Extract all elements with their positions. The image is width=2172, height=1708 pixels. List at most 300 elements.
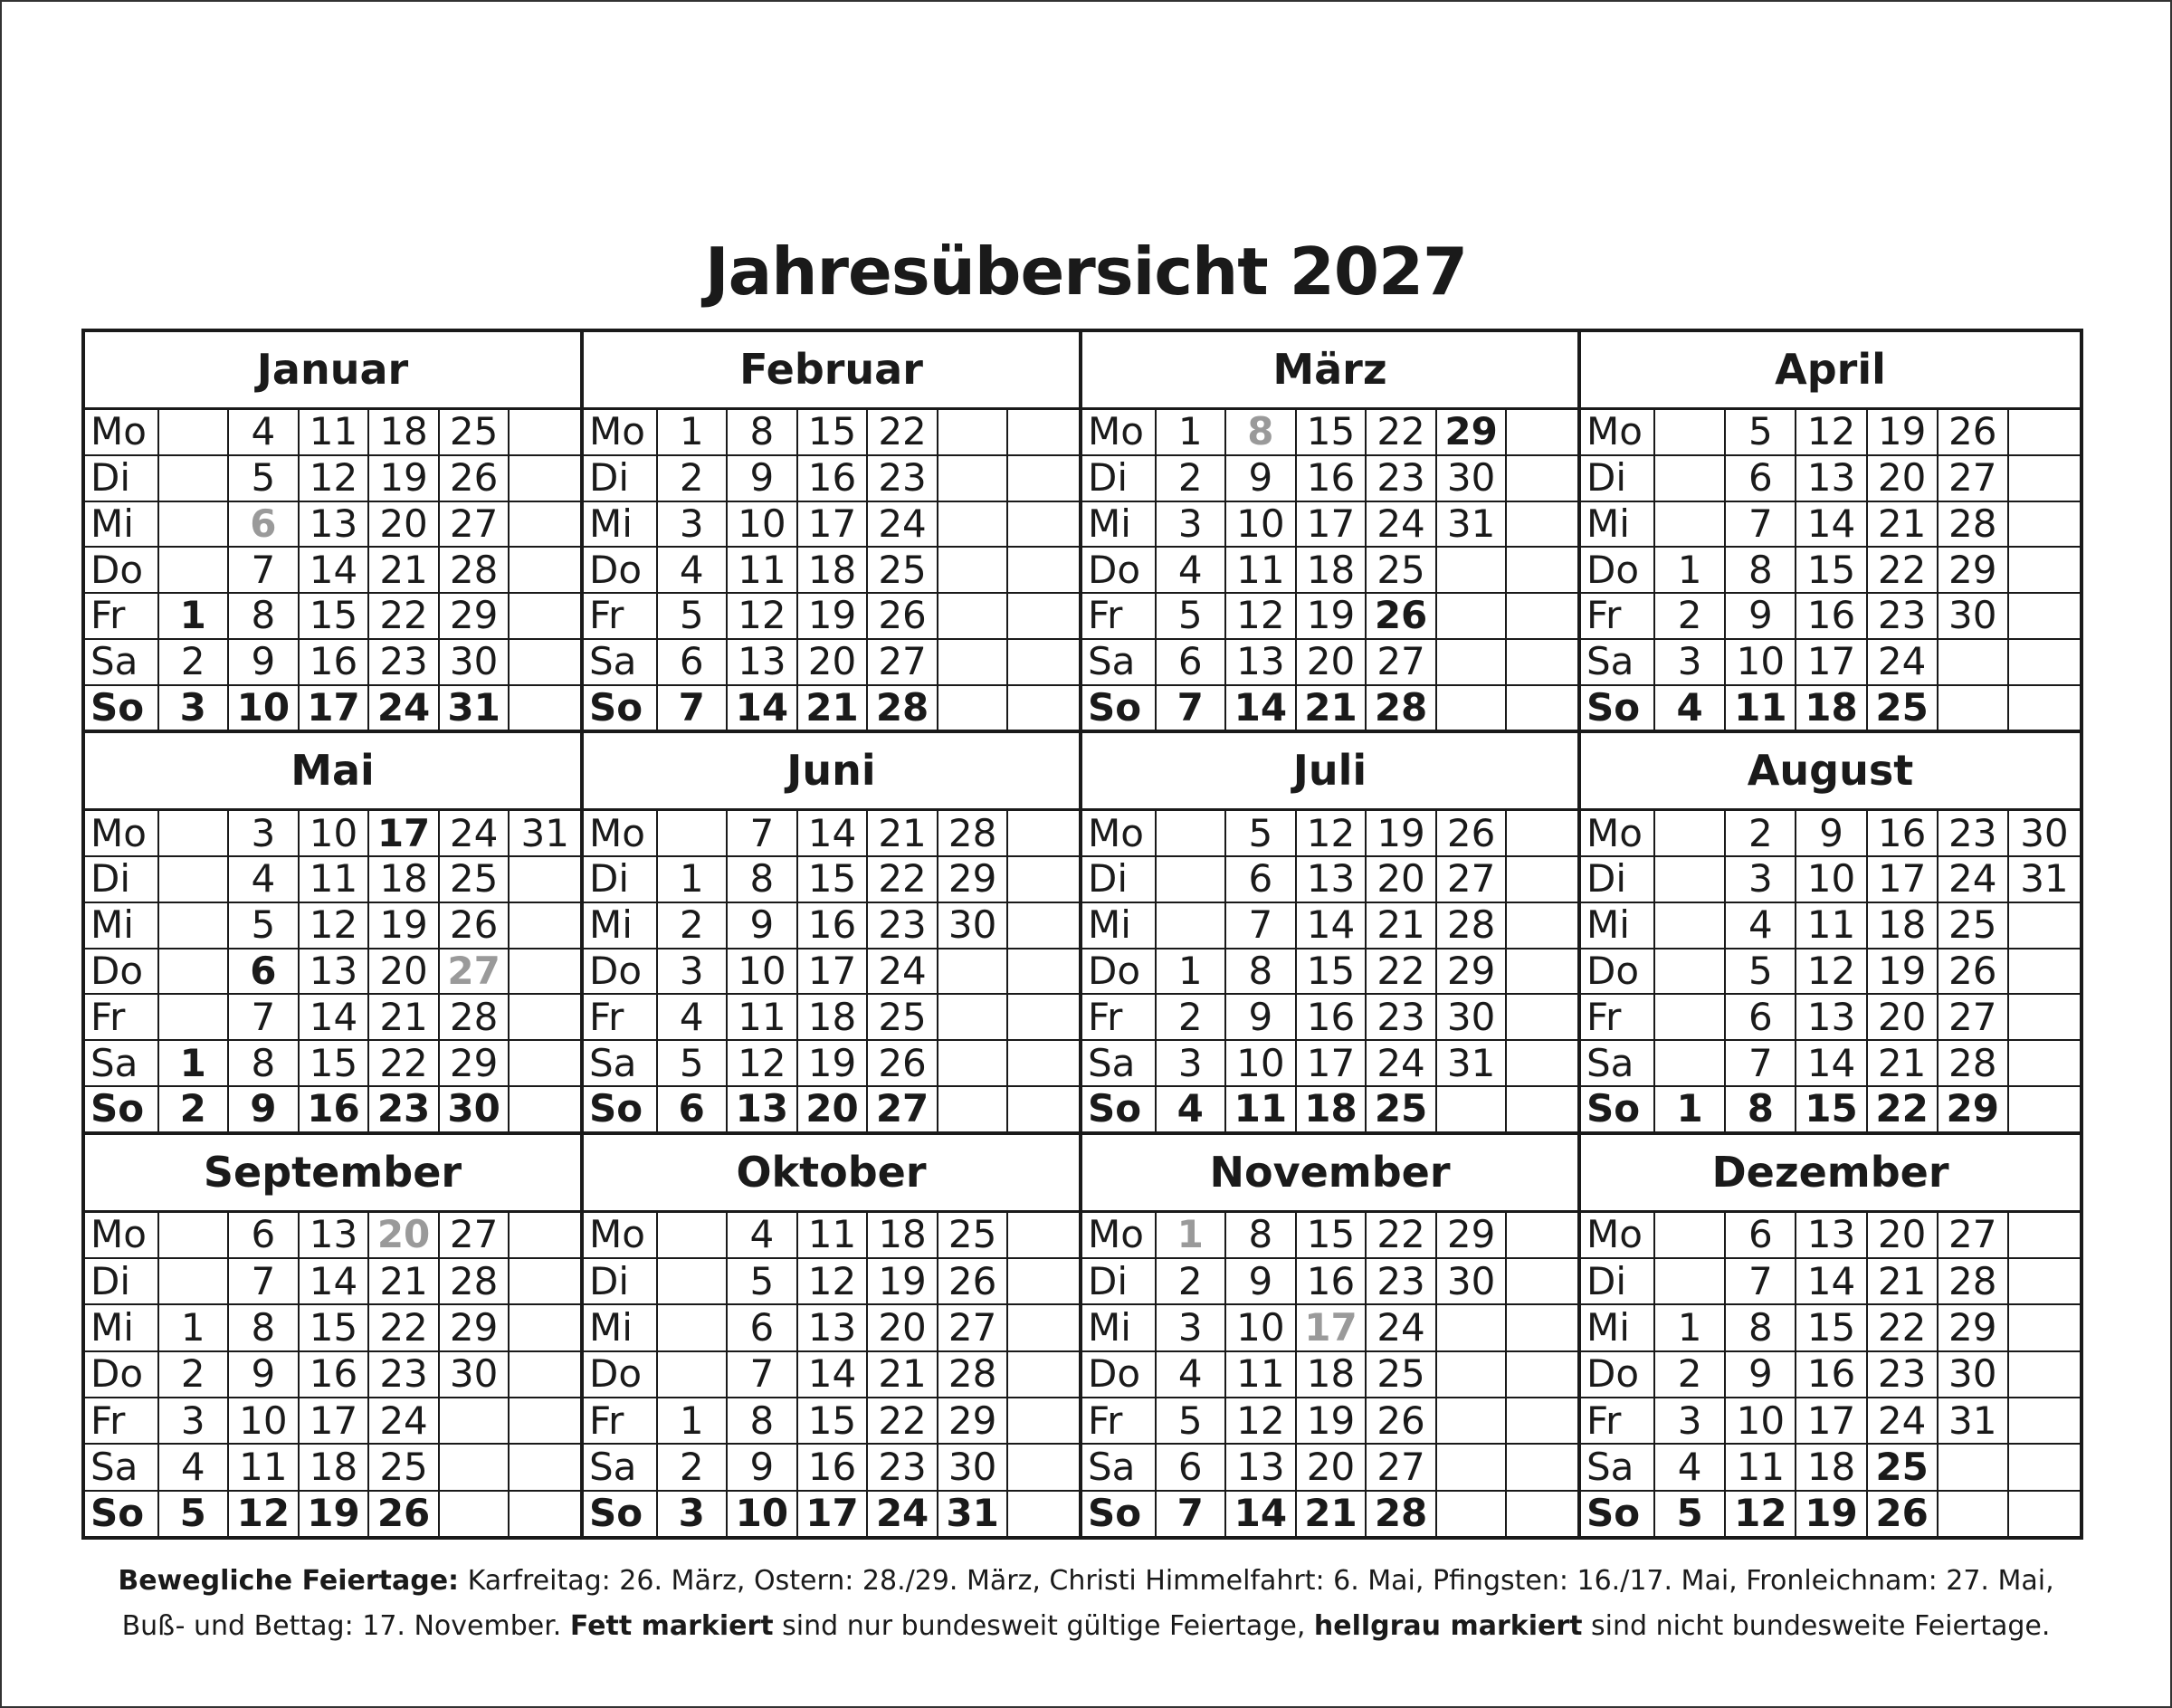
day-cell bbox=[1437, 1352, 1508, 1397]
weekday-label: Mo bbox=[85, 410, 159, 454]
day-cell: 5 bbox=[1726, 949, 1796, 994]
day-cell: 19 bbox=[1868, 949, 1939, 994]
day-cell: 8 bbox=[229, 1305, 300, 1350]
day-cell bbox=[510, 456, 580, 501]
day-cell bbox=[1008, 1492, 1079, 1536]
day-cell: 27 bbox=[1437, 857, 1508, 902]
day-cell: 19 bbox=[798, 594, 869, 638]
day-cell: 2 bbox=[658, 456, 729, 501]
day-cell: 29 bbox=[1437, 410, 1508, 454]
weekday-label: So bbox=[1581, 1087, 1655, 1131]
day-cell: 24 bbox=[1367, 1041, 1437, 1085]
day-cell: 27 bbox=[938, 1305, 1009, 1350]
weekday-row bbox=[1581, 1398, 2080, 1445]
day-cell bbox=[1939, 640, 2009, 684]
day-cell: 17 bbox=[300, 1398, 370, 1443]
day-cell: 29 bbox=[440, 1041, 510, 1085]
day-cell: 18 bbox=[369, 410, 440, 454]
day-cell bbox=[159, 410, 230, 454]
weekday-label: Do bbox=[1082, 548, 1157, 592]
day-cell bbox=[2009, 1398, 2080, 1443]
page-title: Jahresübersicht 2027 bbox=[704, 234, 1468, 310]
day-cell: 1 bbox=[159, 1041, 230, 1085]
weekday-row bbox=[1082, 1398, 1577, 1445]
day-cell: 25 bbox=[1367, 548, 1437, 592]
day-cell bbox=[658, 811, 729, 855]
day-cell bbox=[938, 594, 1009, 638]
day-cell: 3 bbox=[1655, 1398, 1726, 1443]
day-cell: 12 bbox=[798, 1259, 869, 1303]
footer-legend bbox=[109, 1559, 2063, 1649]
weekday-label: Sa bbox=[1082, 1445, 1157, 1489]
day-cell: 31 bbox=[520, 811, 569, 855]
day-cell bbox=[2009, 1041, 2080, 1085]
month-12 bbox=[1581, 1135, 2080, 1536]
weekday-row bbox=[1581, 903, 2080, 949]
day-cell bbox=[1437, 686, 1508, 730]
day-cell: 2 bbox=[159, 640, 230, 684]
day-cell: 28 bbox=[440, 995, 510, 1039]
day-cell bbox=[938, 1041, 1009, 1085]
day-cell: 22 bbox=[868, 1398, 938, 1443]
weekday-label: So bbox=[1082, 1087, 1157, 1131]
weekday-label: Di bbox=[1082, 456, 1157, 501]
day-cell: 10 bbox=[728, 502, 798, 547]
day-cell: 1 bbox=[159, 1305, 230, 1350]
day-cell bbox=[2009, 410, 2080, 454]
month-days bbox=[1082, 811, 1577, 1131]
month-1 bbox=[85, 332, 584, 733]
day-cell: 11 bbox=[1796, 903, 1867, 948]
weekday-label: Fr bbox=[1581, 995, 1655, 1039]
day-cell bbox=[440, 1445, 510, 1489]
day-cell: 7 bbox=[1226, 903, 1297, 948]
day-cell: 15 bbox=[798, 410, 869, 454]
day-cell: 17 bbox=[1297, 1041, 1367, 1085]
day-cell: 21 bbox=[1297, 686, 1367, 730]
day-cell bbox=[1008, 949, 1079, 994]
weekday-label: Mo bbox=[1581, 811, 1655, 855]
day-cell: 17 bbox=[300, 686, 370, 730]
day-cell: 29 bbox=[440, 1305, 510, 1350]
day-cell bbox=[159, 456, 230, 501]
day-cell: 26 bbox=[1367, 1398, 1437, 1443]
weekday-row bbox=[1082, 686, 1577, 730]
day-cell: 7 bbox=[229, 548, 300, 592]
weekday-label: Sa bbox=[1082, 1041, 1157, 1085]
day-cell: 18 bbox=[1297, 1087, 1367, 1131]
day-cell: 16 bbox=[798, 1445, 869, 1489]
day-cell bbox=[1437, 1398, 1508, 1443]
day-cell: 28 bbox=[868, 686, 938, 730]
day-cell bbox=[1655, 949, 1726, 994]
month-8 bbox=[1581, 733, 2080, 1134]
day-cell: 25 bbox=[1367, 1352, 1437, 1397]
month-name: Januar bbox=[85, 332, 580, 410]
day-cell bbox=[1008, 1445, 1079, 1489]
day-cell bbox=[1939, 686, 2009, 730]
day-cell bbox=[510, 1213, 580, 1257]
day-cell: 8 bbox=[1226, 949, 1297, 994]
weekday-row bbox=[1082, 1259, 1577, 1305]
day-cell: 5 bbox=[1157, 594, 1227, 638]
day-cell bbox=[1437, 640, 1508, 684]
day-cell bbox=[1655, 456, 1726, 501]
day-cell: 14 bbox=[798, 1352, 869, 1397]
month-days bbox=[1581, 410, 2080, 730]
day-cell: 5 bbox=[1726, 410, 1796, 454]
day-cell bbox=[159, 548, 230, 592]
day-cell: 9 bbox=[728, 903, 798, 948]
weekday-row bbox=[1082, 1041, 1577, 1087]
day-cell bbox=[938, 502, 1009, 547]
day-cell: 21 bbox=[369, 995, 440, 1039]
day-cell: 3 bbox=[1157, 1041, 1227, 1085]
day-cell bbox=[1939, 1445, 2009, 1489]
day-cell bbox=[938, 949, 1009, 994]
day-cell: 11 bbox=[728, 548, 798, 592]
day-cell: 13 bbox=[798, 1305, 869, 1350]
day-cell bbox=[2009, 1352, 2080, 1397]
day-cell: 2 bbox=[658, 903, 729, 948]
day-cell: 10 bbox=[1796, 857, 1867, 902]
day-cell: 26 bbox=[1939, 410, 2009, 454]
weekday-label: Mi bbox=[584, 1305, 658, 1350]
day-cell: 5 bbox=[229, 456, 300, 501]
day-cell: 22 bbox=[1367, 1213, 1437, 1257]
day-cell bbox=[1507, 857, 1577, 902]
day-cell: 20 bbox=[1868, 1213, 1939, 1257]
weekday-row bbox=[85, 594, 580, 640]
weekday-label: Di bbox=[1581, 1259, 1655, 1303]
day-cell: 21 bbox=[868, 1352, 938, 1397]
day-cell: 10 bbox=[1726, 640, 1796, 684]
day-cell: 5 bbox=[658, 594, 729, 638]
day-cell: 23 bbox=[1367, 995, 1437, 1039]
day-cell: 9 bbox=[1726, 594, 1796, 638]
day-cell bbox=[2009, 1259, 2080, 1303]
day-cell: 16 bbox=[300, 1087, 370, 1131]
day-cell bbox=[1507, 1213, 1577, 1257]
weekday-row bbox=[1082, 502, 1577, 549]
day-cell bbox=[1008, 995, 1079, 1039]
day-cell: 11 bbox=[798, 1213, 869, 1257]
day-cell: 15 bbox=[1796, 548, 1867, 592]
day-cell bbox=[1008, 1259, 1079, 1303]
day-cell bbox=[2009, 686, 2080, 730]
day-cell: 6 bbox=[229, 949, 300, 994]
day-cell bbox=[2009, 640, 2080, 684]
day-cell bbox=[1507, 1305, 1577, 1350]
day-cell: 31 bbox=[938, 1492, 1009, 1536]
day-cell: 14 bbox=[1226, 1492, 1297, 1536]
day-cell bbox=[510, 949, 580, 994]
day-cell: 22 bbox=[868, 857, 938, 902]
day-cell: 23 bbox=[1367, 456, 1437, 501]
day-cell: 16 bbox=[798, 903, 869, 948]
day-cell: 6 bbox=[658, 1087, 729, 1131]
weekday-row bbox=[1082, 1492, 1577, 1536]
weekday-label: Do bbox=[85, 548, 159, 592]
day-cell bbox=[938, 995, 1009, 1039]
day-cell: 18 bbox=[1868, 903, 1939, 948]
day-cell: 24 bbox=[369, 1398, 440, 1443]
weekday-row bbox=[85, 1445, 580, 1491]
day-cell: 29 bbox=[440, 594, 510, 638]
weekday-label: Di bbox=[1581, 857, 1655, 902]
day-cell: 8 bbox=[1226, 410, 1297, 454]
weekday-row bbox=[1581, 1305, 2080, 1351]
day-cell: 27 bbox=[1367, 640, 1437, 684]
weekday-row bbox=[85, 548, 580, 594]
weekday-label: Mi bbox=[1082, 903, 1157, 948]
day-cell bbox=[1008, 410, 1079, 454]
day-cell: 3 bbox=[229, 811, 300, 855]
day-cell: 1 bbox=[1655, 548, 1726, 592]
day-cell bbox=[510, 686, 580, 730]
day-cell: 9 bbox=[1226, 1259, 1297, 1303]
day-cell: 17 bbox=[798, 502, 869, 547]
day-cell: 31 bbox=[440, 686, 510, 730]
weekday-row bbox=[584, 1213, 1079, 1259]
day-cell: 25 bbox=[1367, 1087, 1437, 1131]
day-cell bbox=[159, 857, 230, 902]
day-cell bbox=[1507, 594, 1577, 638]
day-cell: 3 bbox=[1655, 640, 1726, 684]
day-cell: 6 bbox=[1226, 857, 1297, 902]
day-cell: 4 bbox=[159, 1445, 230, 1489]
day-cell bbox=[1655, 857, 1726, 902]
weekday-row bbox=[85, 456, 580, 502]
day-cell: 18 bbox=[369, 857, 440, 902]
month-days bbox=[1581, 811, 2080, 1131]
day-cell bbox=[1507, 640, 1577, 684]
weekday-label: Mi bbox=[85, 502, 159, 547]
day-cell: 9 bbox=[1726, 1352, 1796, 1397]
day-cell: 27 bbox=[1939, 456, 2009, 501]
day-cell: 15 bbox=[1297, 949, 1367, 994]
day-cell: 12 bbox=[1226, 1398, 1297, 1443]
day-cell: 6 bbox=[1157, 640, 1227, 684]
day-cell: 17 bbox=[369, 811, 440, 855]
day-cell: 28 bbox=[938, 811, 1009, 855]
day-cell: 26 bbox=[1437, 811, 1508, 855]
day-cell: 14 bbox=[1796, 502, 1867, 547]
day-cell bbox=[1437, 1492, 1508, 1536]
day-cell bbox=[1008, 1305, 1079, 1350]
day-cell bbox=[1507, 1087, 1577, 1131]
month-days bbox=[584, 1213, 1079, 1536]
weekday-row bbox=[1581, 1492, 2080, 1536]
day-cell: 14 bbox=[728, 686, 798, 730]
day-cell: 10 bbox=[728, 1492, 798, 1536]
day-cell: 1 bbox=[1655, 1305, 1726, 1350]
weekday-row bbox=[85, 995, 580, 1041]
day-cell bbox=[159, 995, 230, 1039]
day-cell: 25 bbox=[938, 1213, 1009, 1257]
day-cell: 3 bbox=[658, 502, 729, 547]
day-cell: 7 bbox=[1157, 686, 1227, 730]
weekday-label: Mi bbox=[1581, 1305, 1655, 1350]
day-cell bbox=[2009, 1445, 2080, 1489]
weekday-label: Mo bbox=[1082, 811, 1157, 855]
weekday-row bbox=[85, 410, 580, 456]
day-cell: 6 bbox=[229, 1213, 300, 1257]
day-cell bbox=[1008, 502, 1079, 547]
day-cell bbox=[938, 456, 1009, 501]
day-cell bbox=[1008, 1213, 1079, 1257]
day-cell: 2 bbox=[658, 1445, 729, 1489]
footer-grey-text: sind nicht bundesweite Feiertage. bbox=[1582, 1610, 2051, 1642]
day-cell bbox=[1507, 1445, 1577, 1489]
day-cell: 21 bbox=[798, 686, 869, 730]
day-cell: 21 bbox=[1868, 502, 1939, 547]
day-cell: 12 bbox=[1226, 594, 1297, 638]
day-cell: 7 bbox=[1726, 502, 1796, 547]
day-cell bbox=[510, 1445, 580, 1489]
day-cell bbox=[1507, 410, 1577, 454]
day-cell: 20 bbox=[369, 949, 440, 994]
day-cell: 31 bbox=[1939, 1398, 2009, 1443]
day-cell: 27 bbox=[440, 949, 510, 994]
weekday-row bbox=[584, 903, 1079, 949]
day-cell: 27 bbox=[868, 640, 938, 684]
day-cell: 1 bbox=[1655, 1087, 1726, 1131]
day-cell bbox=[938, 548, 1009, 592]
day-cell: 22 bbox=[1868, 548, 1939, 592]
day-cell: 23 bbox=[868, 1445, 938, 1489]
day-cell bbox=[938, 686, 1009, 730]
day-cell: 17 bbox=[1297, 502, 1367, 547]
weekday-row bbox=[584, 410, 1079, 456]
day-cell: 28 bbox=[938, 1352, 1009, 1397]
day-cell: 18 bbox=[300, 1445, 370, 1489]
day-cell: 9 bbox=[1226, 456, 1297, 501]
weekday-label: So bbox=[85, 1087, 159, 1131]
day-cell bbox=[1008, 1398, 1079, 1443]
day-cell: 29 bbox=[938, 857, 1009, 902]
weekday-label: Sa bbox=[85, 1445, 159, 1489]
weekday-label: Fr bbox=[1082, 995, 1157, 1039]
month-name: September bbox=[85, 1135, 580, 1213]
day-cell bbox=[938, 410, 1009, 454]
day-cell: 17 bbox=[798, 949, 869, 994]
day-cell: 19 bbox=[300, 1492, 370, 1536]
day-cell: 19 bbox=[369, 903, 440, 948]
weekday-row bbox=[584, 995, 1079, 1041]
day-cell: 28 bbox=[1367, 686, 1437, 730]
day-cell: 10 bbox=[1726, 1398, 1796, 1443]
day-cell bbox=[658, 1305, 729, 1350]
day-cell: 1 bbox=[658, 1398, 729, 1443]
weekday-label: Di bbox=[85, 456, 159, 501]
day-cell: 22 bbox=[369, 1305, 440, 1350]
weekday-row bbox=[1581, 1087, 2080, 1131]
day-cell bbox=[1655, 1213, 1726, 1257]
day-cell: 18 bbox=[1297, 548, 1367, 592]
day-cell: 30 bbox=[440, 1352, 510, 1397]
day-cell: 3 bbox=[658, 949, 729, 994]
weekday-row bbox=[584, 1259, 1079, 1305]
day-cell bbox=[1507, 949, 1577, 994]
day-cell: 22 bbox=[1868, 1087, 1939, 1131]
day-cell: 19 bbox=[798, 1041, 869, 1085]
weekday-row bbox=[584, 1087, 1079, 1131]
day-cell: 14 bbox=[300, 995, 370, 1039]
month-days bbox=[584, 811, 1079, 1131]
month-name: Mai bbox=[85, 733, 580, 811]
weekday-label: Di bbox=[584, 1259, 658, 1303]
day-cell bbox=[159, 502, 230, 547]
day-cell: 19 bbox=[1367, 811, 1437, 855]
weekday-label: Sa bbox=[1082, 640, 1157, 684]
day-cell: 18 bbox=[1796, 1445, 1867, 1489]
day-cell bbox=[2009, 995, 2080, 1039]
day-cell: 26 bbox=[868, 1041, 938, 1085]
day-cell: 4 bbox=[728, 1213, 798, 1257]
day-cell: 5 bbox=[1157, 1398, 1227, 1443]
day-cell: 3 bbox=[1157, 1305, 1227, 1350]
weekday-row bbox=[1581, 949, 2080, 996]
day-cell: 23 bbox=[1868, 594, 1939, 638]
day-cell: 5 bbox=[159, 1492, 230, 1536]
day-cell: 1 bbox=[658, 410, 729, 454]
day-cell: 21 bbox=[369, 1259, 440, 1303]
day-cell: 4 bbox=[229, 410, 300, 454]
day-cell: 17 bbox=[798, 1492, 869, 1536]
day-cell: 23 bbox=[868, 456, 938, 501]
weekday-row bbox=[584, 594, 1079, 640]
day-cell: 26 bbox=[440, 456, 510, 501]
day-cell bbox=[159, 949, 230, 994]
weekday-row bbox=[85, 502, 580, 549]
month-2 bbox=[584, 332, 1082, 733]
day-cell: 28 bbox=[1939, 1041, 2009, 1085]
day-cell: 9 bbox=[728, 1445, 798, 1489]
weekday-label: Mi bbox=[85, 1305, 159, 1350]
day-cell: 22 bbox=[369, 594, 440, 638]
weekday-label: Fr bbox=[584, 995, 658, 1039]
weekday-label: Do bbox=[1581, 548, 1655, 592]
weekday-row bbox=[1581, 686, 2080, 730]
day-cell bbox=[1507, 686, 1577, 730]
day-cell bbox=[2009, 1213, 2080, 1257]
weekday-label: So bbox=[1082, 686, 1157, 730]
weekday-label: Fr bbox=[85, 594, 159, 638]
day-cell: 1 bbox=[1157, 410, 1227, 454]
day-cell: 29 bbox=[1939, 548, 2009, 592]
month-name: Juni bbox=[584, 733, 1079, 811]
weekday-row bbox=[1082, 410, 1577, 456]
weekday-label: Fr bbox=[85, 1398, 159, 1443]
day-cell: 21 bbox=[1868, 1259, 1939, 1303]
day-cell bbox=[1157, 811, 1227, 855]
weekday-label: Mo bbox=[85, 811, 159, 855]
day-cell: 29 bbox=[1939, 1305, 2009, 1350]
month-days bbox=[85, 1213, 580, 1536]
day-cell: 19 bbox=[1297, 594, 1367, 638]
weekday-label: Fr bbox=[1581, 1398, 1655, 1443]
day-cell: 26 bbox=[1939, 949, 2009, 994]
day-cell: 14 bbox=[300, 1259, 370, 1303]
day-cell bbox=[1008, 1352, 1079, 1397]
day-cell: 29 bbox=[1437, 1213, 1508, 1257]
weekday-label: Mo bbox=[1581, 410, 1655, 454]
day-cell: 16 bbox=[1297, 1259, 1367, 1303]
day-cell bbox=[1655, 995, 1726, 1039]
weekday-row bbox=[85, 686, 580, 730]
day-cell: 15 bbox=[300, 594, 370, 638]
